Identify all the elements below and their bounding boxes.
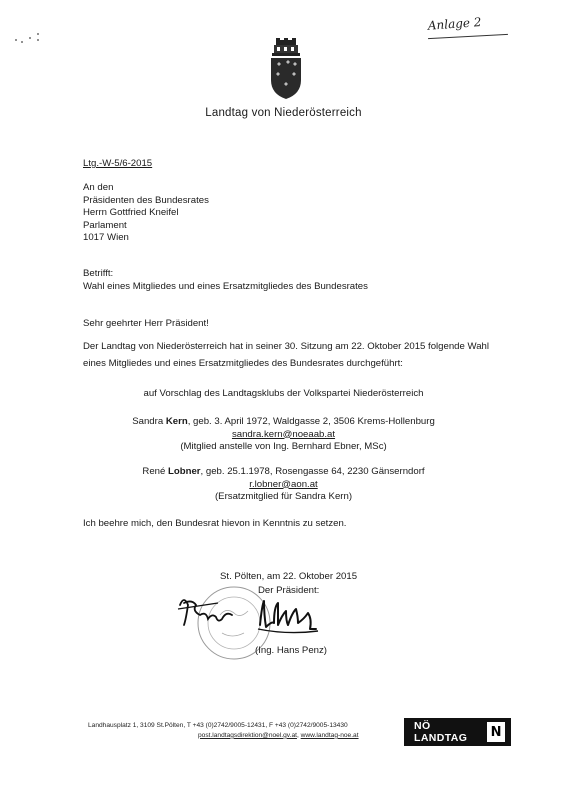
member-details: , geb. 3. April 1972, Waldgasse 2, 3506 Krems-Hollenburg	[187, 416, 435, 427]
member-line	[0, 416, 567, 429]
logo-n-icon: N	[487, 722, 505, 742]
noe-landtag-logo	[404, 718, 511, 746]
reference-number: Ltg.-W-5/6-2015	[83, 158, 153, 169]
place-date: St. Pölten, am 22. Oktober 2015	[220, 571, 358, 582]
recipient-line: An den	[83, 182, 114, 193]
logo-text: NÖ LANDTAG	[414, 720, 468, 744]
substitute-entry	[0, 466, 567, 504]
subject-text: Wahl eines Mitgliedes und eines Ersatzmitgliedes des Bundesrates	[83, 280, 368, 292]
substitute-first-name: René	[142, 466, 166, 477]
footer-address: Landhausplatz 1, 3109 St.Pölten, T +43 (0)2742/9005-12431, F +43 (0)2742/9005-13430	[88, 722, 348, 729]
organization-title: Landtag von Niederösterreich	[205, 107, 362, 119]
coat-of-arms-icon	[263, 38, 309, 100]
annex-note: Anlage 2	[427, 15, 482, 33]
closing-sentence: Ich beehre mich, den Bundesrat hievon in Kenntnis zu setzen.	[83, 518, 347, 529]
subject-label: Betrifft:	[83, 268, 114, 279]
substitute-line	[0, 466, 567, 479]
substitute-email-link[interactable]: r.lobner@aon.at	[249, 478, 318, 490]
footer-contact	[88, 721, 359, 741]
signer-role: Der Präsident:	[258, 585, 320, 596]
footer-website-link[interactable]: www.landtag-noe.at	[300, 731, 359, 739]
body-paragraph: Der Landtag von Niederösterreich hat in seiner 30. Sitzung am 22. Oktober 2015 folgende Wahl eines Mitgliedes und eines Ersatzmitgliedes des Bundesrates durchgeführt:	[83, 341, 490, 369]
member-last-name: Kern	[165, 416, 188, 427]
recipient-line: Parlament	[83, 219, 127, 231]
member-email-link[interactable]: sandra.kern@noeaab.at	[231, 428, 336, 440]
member-note: (Mitglied anstelle von Ing. Bernhard Ebner, MSc)	[180, 441, 387, 453]
recipient-address	[83, 182, 209, 245]
subject-block	[83, 268, 368, 293]
proposal-line: auf Vorschlag des Landtagsklubs der Volkspartei Niederösterreich	[143, 388, 424, 399]
signature-block	[220, 570, 357, 598]
signer-name: (Ing. Hans Penz)	[255, 645, 327, 656]
footer-separator: ,	[296, 731, 301, 739]
substitute-last-name: Lobner	[168, 466, 201, 477]
substitute-details: , geb. 25.1.1978, Rosengasse 64, 2230 Gänserndorf	[200, 466, 425, 477]
salutation: Sehr geehrter Herr Präsident!	[83, 318, 209, 329]
scan-marks	[12, 28, 52, 48]
recipient-line: Präsidenten des Bundesrates	[83, 194, 209, 206]
member-first-name: Sandra	[132, 416, 164, 427]
recipient-line: Herrn Gottfried Kneifel	[83, 207, 179, 219]
footer-email-link[interactable]: post.landtagsdirektion@noel.gv.at	[198, 731, 297, 739]
member-entry	[0, 416, 567, 454]
substitute-note: (Ersatzmitglied für Sandra Kern)	[214, 491, 353, 503]
recipient-line: 1017 Wien	[83, 232, 129, 244]
